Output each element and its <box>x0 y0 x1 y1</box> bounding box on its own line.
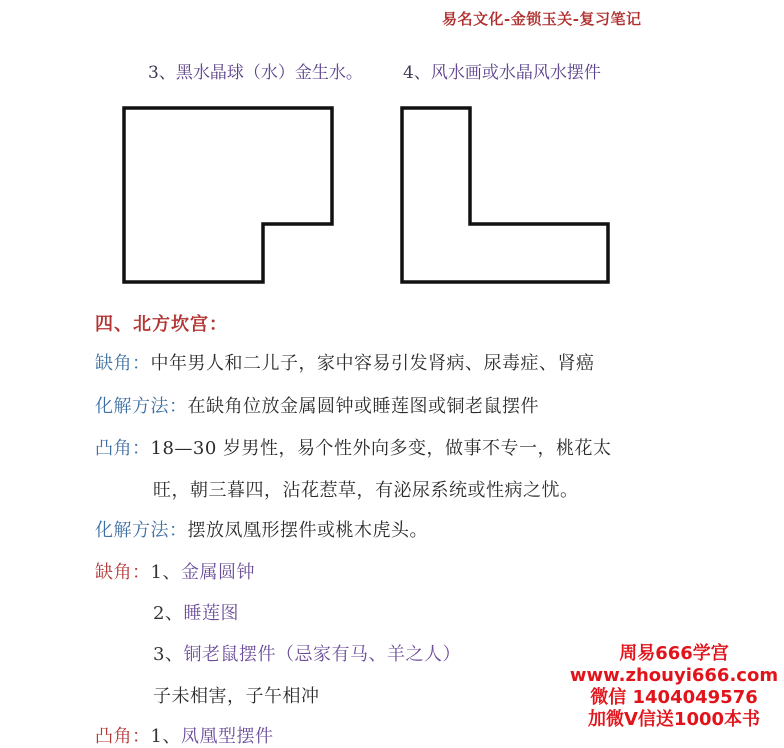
zodiac-conflict-note: 子未相害，子午相冲 <box>153 686 320 707</box>
caption-4 <box>403 58 601 83</box>
list-item-number: 3、 <box>153 644 184 665</box>
watermark-line-2: www.zhouyi666.com <box>569 665 779 686</box>
caption-4-text: 风水画或水晶风水摆件 <box>430 63 601 83</box>
protruding-corner-line <box>95 434 612 460</box>
list-item <box>153 599 239 625</box>
watermark-line-1: 周易666学宫 <box>619 643 729 664</box>
protruding-corner-list-header <box>95 722 273 748</box>
missing-corner-list-header <box>95 558 255 584</box>
section-heading: 四、北方坎宫： <box>95 314 228 335</box>
caption-4-number: 4、 <box>403 63 431 83</box>
caption-3 <box>148 58 363 83</box>
caption-3-text: 黑水晶球（水）金生水。 <box>175 63 363 83</box>
list-item-text: 金属圆钟 <box>180 562 255 583</box>
floorplan-outline-missing-corner <box>124 108 332 282</box>
watermark <box>568 643 780 731</box>
floorplan-protruding-corner-diagram <box>394 100 616 288</box>
list-item-text: 铜老鼠摆件（忌家有马、羊之人） <box>183 644 461 665</box>
remedy-1-line <box>95 392 539 418</box>
remedy-2-label: 化解方法： <box>95 520 188 541</box>
list-item-text: 睡莲图 <box>183 603 239 624</box>
remedy-2-line <box>95 516 428 542</box>
list-item-number: 1、 <box>150 562 181 583</box>
missing-corner-label: 缺角： <box>95 353 151 374</box>
missing-corner-line <box>95 349 595 375</box>
missing-corner-list-label: 缺角： <box>95 562 151 583</box>
header-title: 易名文化-金锁玉关-复习笔记 <box>442 10 642 28</box>
protruding-corner-text-2: 旺，朝三暮四，沾花惹草，有泌尿系统或性病之忧。 <box>153 480 579 501</box>
missing-corner-text: 中年男人和二儿子，家中容易引发肾病、尿毒症、肾癌 <box>150 353 595 374</box>
remedy-1-label: 化解方法： <box>95 396 188 417</box>
protruding-corner-list-label: 凸角： <box>95 726 151 747</box>
list-item-number: 2、 <box>153 603 184 624</box>
list-item-text: 凤凰型摆件 <box>180 726 274 747</box>
protruding-corner-label: 凸角： <box>95 438 151 459</box>
list-item <box>153 640 461 666</box>
caption-3-number: 3、 <box>148 63 176 83</box>
protruding-corner-text-1: 18—30 岁男性，易个性外向多变，做事不专一，桃花太 <box>150 438 612 459</box>
remedy-2-text: 摆放凤凰形摆件或桃木虎头。 <box>187 520 428 541</box>
watermark-line-4: 加微V信送1000本书 <box>587 709 761 730</box>
list-item-number: 1、 <box>150 726 181 747</box>
remedy-1-text: 在缺角位放金属圆钟或睡莲图或铜老鼠摆件 <box>187 396 539 417</box>
watermark-line-3: 微信 1404049576 <box>590 687 758 708</box>
floorplan-missing-corner-diagram <box>118 100 340 288</box>
floorplan-outline-protruding-corner <box>402 108 608 282</box>
